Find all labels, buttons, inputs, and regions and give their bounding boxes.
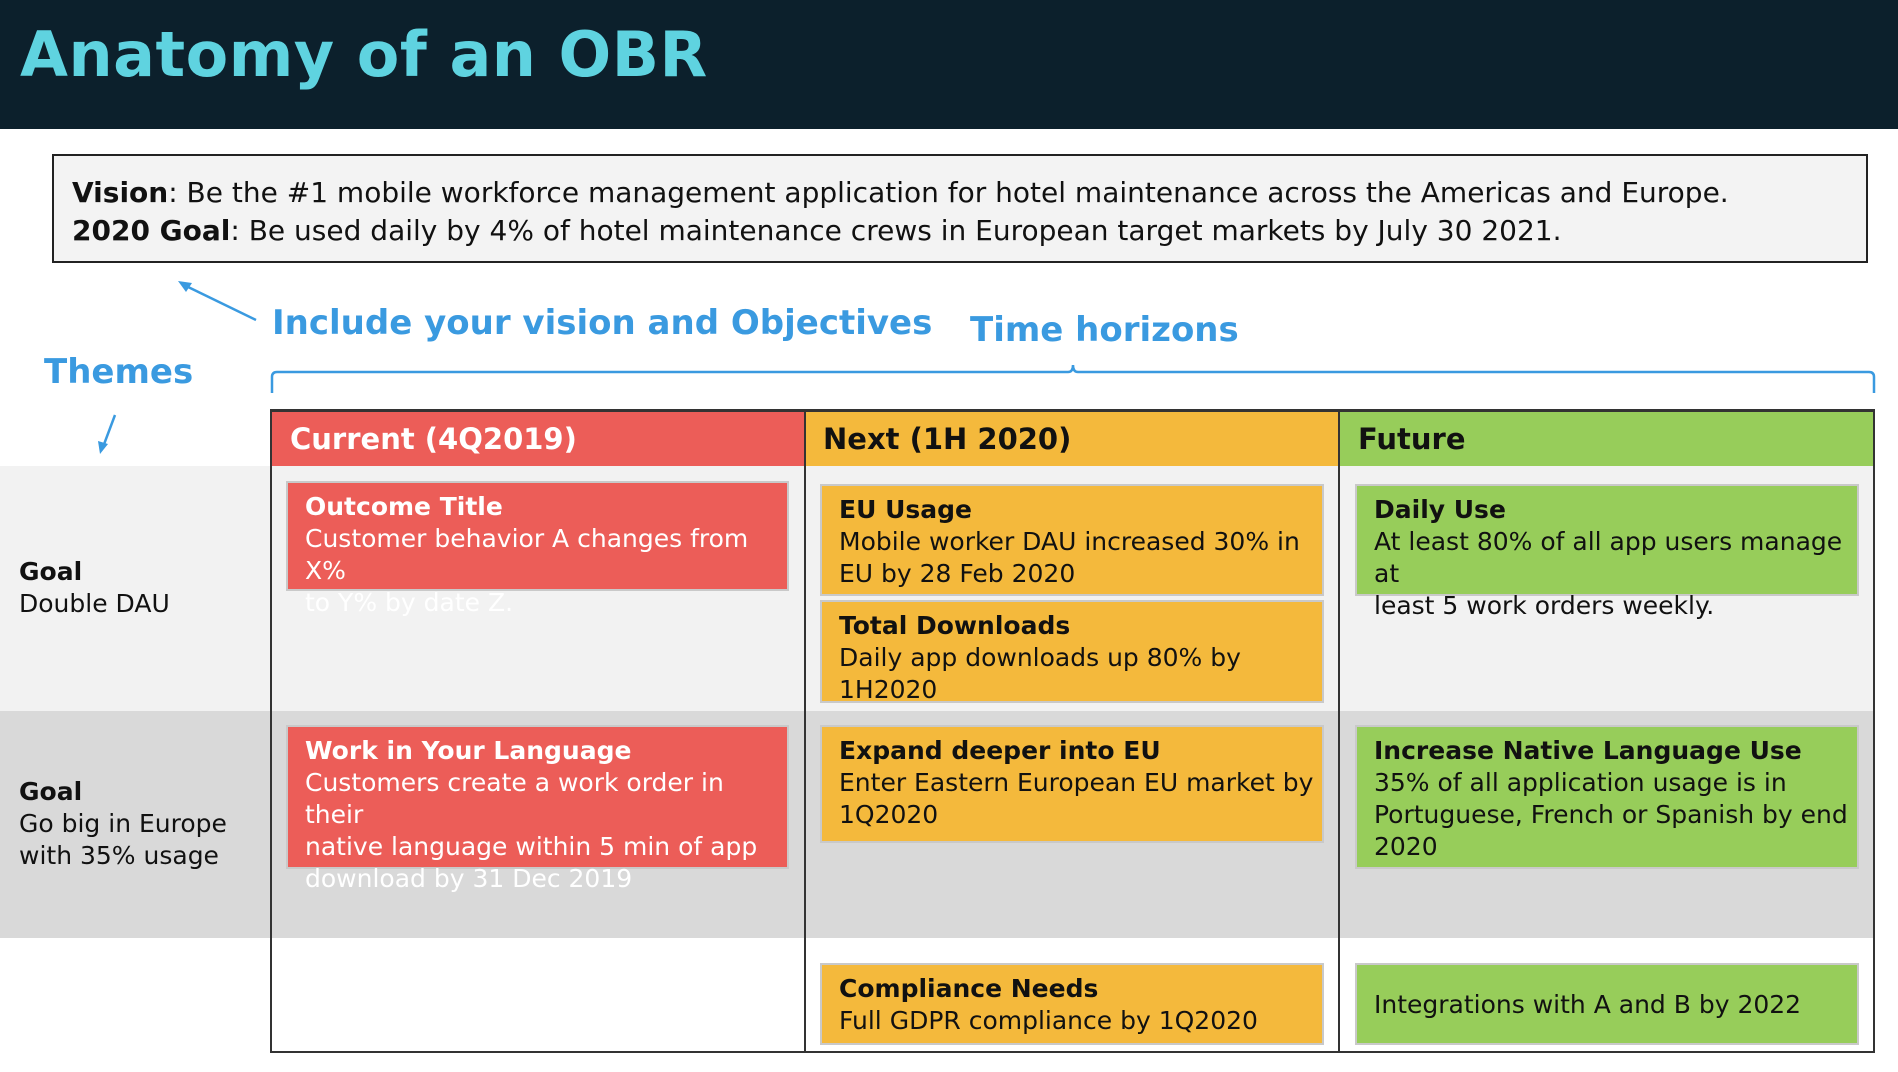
annotation-vision-objectives: Include your vision and Objectives (272, 303, 933, 343)
card-line: 1H2020 (839, 675, 938, 704)
card-line: least 5 work orders weekly. (1374, 591, 1715, 620)
column-header-next: Next (1H 2020) (805, 410, 1340, 466)
card-line: to Y% by date Z. (305, 588, 514, 617)
outcome-card-next-3[interactable] (820, 725, 1324, 843)
vision-label: Vision (72, 176, 169, 209)
card-line: Customer behavior A changes from X% (305, 524, 749, 585)
card-line: 2020 (1374, 832, 1438, 861)
outcome-card-next-2[interactable] (820, 600, 1324, 703)
card-line: Mobile worker DAU increased 30% in (839, 527, 1300, 556)
card-line: At least 80% of all app users manage at (1374, 527, 1843, 588)
theme-1 (19, 556, 170, 620)
grid-divider-1 (804, 409, 806, 1053)
card-line: Full GDPR compliance by 1Q2020 (839, 1006, 1258, 1035)
outcome-card-next-1[interactable] (820, 484, 1324, 596)
theme-2 (19, 776, 227, 872)
grid-top-border (270, 409, 1875, 412)
card-title: Work in Your Language (305, 736, 632, 765)
card-line: Portuguese, French or Spanish by end (1374, 800, 1848, 829)
card-line: download by 31 Dec 2019 (305, 864, 633, 893)
grid-bottom-border (270, 1051, 1875, 1053)
column-header-future: Future (1340, 410, 1875, 466)
outcome-card-next-4[interactable] (820, 963, 1324, 1045)
grid-left-border (270, 409, 272, 1053)
annotation-arrows (0, 0, 1898, 480)
outcome-card-future-3[interactable] (1355, 963, 1859, 1045)
card-line: 1Q2020 (839, 800, 939, 829)
goal-label: 2020 Goal (72, 214, 231, 247)
card-title: Daily Use (1374, 495, 1506, 524)
outcome-card-future-1[interactable] (1355, 484, 1859, 620)
theme-2-text-line-2: with 35% usage (19, 841, 219, 870)
arrow-to-themes-icon (98, 415, 115, 454)
grid-right-border (1873, 409, 1875, 1053)
page-title: Anatomy of an OBR (20, 18, 708, 91)
column-header-current: Current (4Q2019) (272, 410, 805, 466)
card-title: EU Usage (839, 495, 972, 524)
theme-2-label: Goal (19, 777, 83, 806)
card-title: Total Downloads (839, 611, 1071, 640)
vision-text: : Be the #1 mobile workforce management application for hotel maintenance across the Americas and Europe. (168, 176, 1729, 209)
theme-1-label: Goal (19, 557, 83, 586)
card-title: Increase Native Language Use (1374, 736, 1802, 765)
outcome-card-current-2[interactable] (286, 725, 789, 893)
outcome-card-current-1[interactable] (286, 481, 789, 617)
arrow-to-vision-icon (178, 281, 256, 320)
theme-2-text-line-1: Go big in Europe (19, 809, 227, 838)
goal-text: : Be used daily by 4% of hotel maintenance crews in European target markets by July 30 2021. (230, 214, 1562, 247)
card-title: Outcome Title (305, 492, 503, 521)
time-horizon-brace-icon (272, 365, 1874, 393)
card-line: Daily app downloads up 80% by (839, 643, 1241, 672)
grid-divider-2 (1338, 409, 1340, 1053)
card-line: 35% of all application usage is in (1374, 768, 1787, 797)
card-line: Enter Eastern European EU market by (839, 768, 1314, 797)
annotation-themes: Themes (44, 352, 194, 392)
theme-1-text: Double DAU (19, 589, 170, 618)
card-line: Customers create a work order in their (305, 768, 724, 829)
card-line: EU by 28 Feb 2020 (839, 559, 1076, 588)
annotation-time-horizons: Time horizons (970, 310, 1239, 350)
card-line: Integrations with A and B by 2022 (1374, 990, 1802, 1019)
card-line: native language within 5 min of app (305, 832, 758, 861)
outcome-card-future-2[interactable] (1355, 725, 1859, 869)
card-title: Expand deeper into EU (839, 736, 1161, 765)
card-title: Compliance Needs (839, 974, 1099, 1003)
